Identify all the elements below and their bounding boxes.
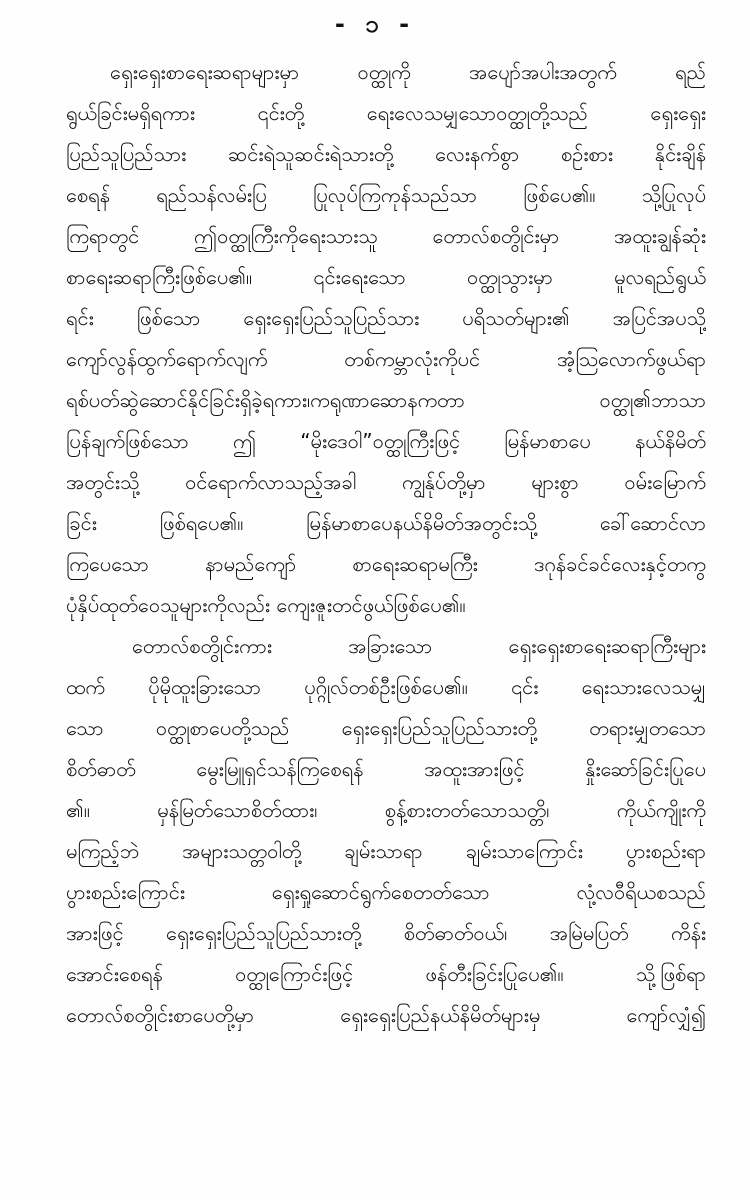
text-line: ခြင်း ဖြစ်ရပေ၏။ မြန်မာစာပေနယ်နိမိတ်အတွင်းသို့ ခေါ်ဆောင်လာ <box>66 511 706 535</box>
text-line: ပြန်ချက်ဖြစ်သော ဤ “မိုးဒေဝါ”ဝတ္ထုကြီးဖြင့် မြန်မာစာပေ နယ်နိမိတ် <box>66 429 706 453</box>
text-line: အောင်းစေရန် ဝတ္ထုကြောင်းဖြင့် ဖန်တီးခြင်းပြုပေ၏။ သို့ဖြစ်ရာ <box>66 962 706 986</box>
text-line: အားဖြင့် ရှေးရှေးပြည်သူပြည်သားတို့ စိတ်ဓာတ်ဝယ်၊ အမြဲမပြတ် ကိန်း <box>66 921 706 945</box>
text-line: ပုံနှိပ်ထုတ်ဝေသူများကိုလည်း ကျေးဇူးတင်ဖွယ်ဖြစ်ပေ၏။ <box>66 593 466 617</box>
text-line: တောလ်စတွိုင်းစာပေတို့မှာ ရှေးရှေးပြည်နယ်နိမိတ်များမှ ကျော်လျှံ၍ <box>66 1003 706 1027</box>
text-line: မကြည့်ဘဲ အများသတ္တဝါတို့ ချမ်းသာရာ ချမ်းသာကြောင်း ပွားစည်းရာ <box>66 839 706 863</box>
text-line: စိတ်ဓာတ် မွေးမြူရှင်သန်ကြစေရန် အထူးအားဖြင့် နှိုးဆော်ခြင်းပြုပေ <box>66 757 706 781</box>
page-number: - ၁ - <box>334 10 416 38</box>
text-line: ကျော်လွန်ထွက်ရောက်လျက် တစ်ကမ္ဘာလုံးကိုပင် အံ့ဩလောက်ဖွယ်ရာ <box>66 347 706 371</box>
text-line: ကြရာတွင် ဤဝတ္ထုကြီးကိုရေးသားသူ တောလ်စတွိုင်းမှာ အထူးချွန်ဆုံး <box>66 224 706 248</box>
text-line: ရင်း ဖြစ်သော ရှေးရှေးပြည်သူပြည်သား ပရိသတ်များ၏ အပြင်အပသို့ <box>66 306 706 330</box>
text-line: တောလ်စတွိုင်းကား အခြားသော ရှေးရှေးစာရေးဆရာကြီးများ <box>132 634 706 658</box>
text-line: စေရန် ရည်သန်လမ်းပြ ပြုလုပ်ကြကုန်သည်သာ ဖြစ်ပေ၏။ သို့ပြုလုပ် <box>66 183 706 207</box>
body-text <box>66 52 706 1036</box>
text-line: ရွယ်ခြင်းမရှိရကား ၎င်းတို့ ရေးလေသမျှသောဝတ္ထုတို့သည် ရှေးရှေး <box>66 101 706 125</box>
text-line: ပွားစည်းကြောင်း ရှေးရှုဆောင်ရွက်စေတတ်သော လုံ့လဝီရိယစသည် <box>66 880 706 904</box>
text-line: ရစ်ပတ်ဆွဲဆောင်နိုင်ခြင်းရှိခဲ့ရကား၊ကရုဏာဆောနကတာ ဝတ္ထု၏ဘာသာ <box>66 388 706 412</box>
text-line: အတွင်းသို့ ဝင်ရောက်လာသည့်အခါ ကျွန်ုပ်တို့မှာ များစွာ ဝမ်းမြောက် <box>66 470 706 494</box>
text-line: ထက် ပိုမိုထူးခြားသော ပုဂ္ဂိုလ်တစ်ဦးဖြစ်ပေ၏။ ၎င်း ရေးသားလေသမျှ <box>66 675 706 699</box>
text-line: ပြည်သူပြည်သား ဆင်းရဲသူဆင်းရဲသားတို့ လေးနက်စွာ စဉ်းစား နိုင်းချိန် <box>66 142 706 166</box>
text-line: စာရေးဆရာကြီးဖြစ်ပေ၏။ ၎င်းရေးသော ဝတ္ထုသွားမှာ မူလရည်ရွယ် <box>66 265 706 289</box>
text-line: ၏။ မှန်မြတ်သောစိတ်ထား၊ စွန့်စားတတ်သောသတ္တိ၊ ကိုယ်ကျိုးကို <box>66 798 706 822</box>
text-line: ကြပေသော နာမည်ကျော် စာရေးဆရာမကြီး ဒဂုန်ခင်ခင်လေးနှင့်တကွ <box>66 552 706 576</box>
text-line: ရှေးရှေးစာရေးဆရာများမှာ ဝတ္ထုကို အပျော်အပါးအတွက် ရည် <box>110 60 706 84</box>
text-line: သော ဝတ္ထုစာပေတို့သည် ရှေးရှေးပြည်သူပြည်သားတို့ တရားမျှတသော <box>66 716 706 740</box>
